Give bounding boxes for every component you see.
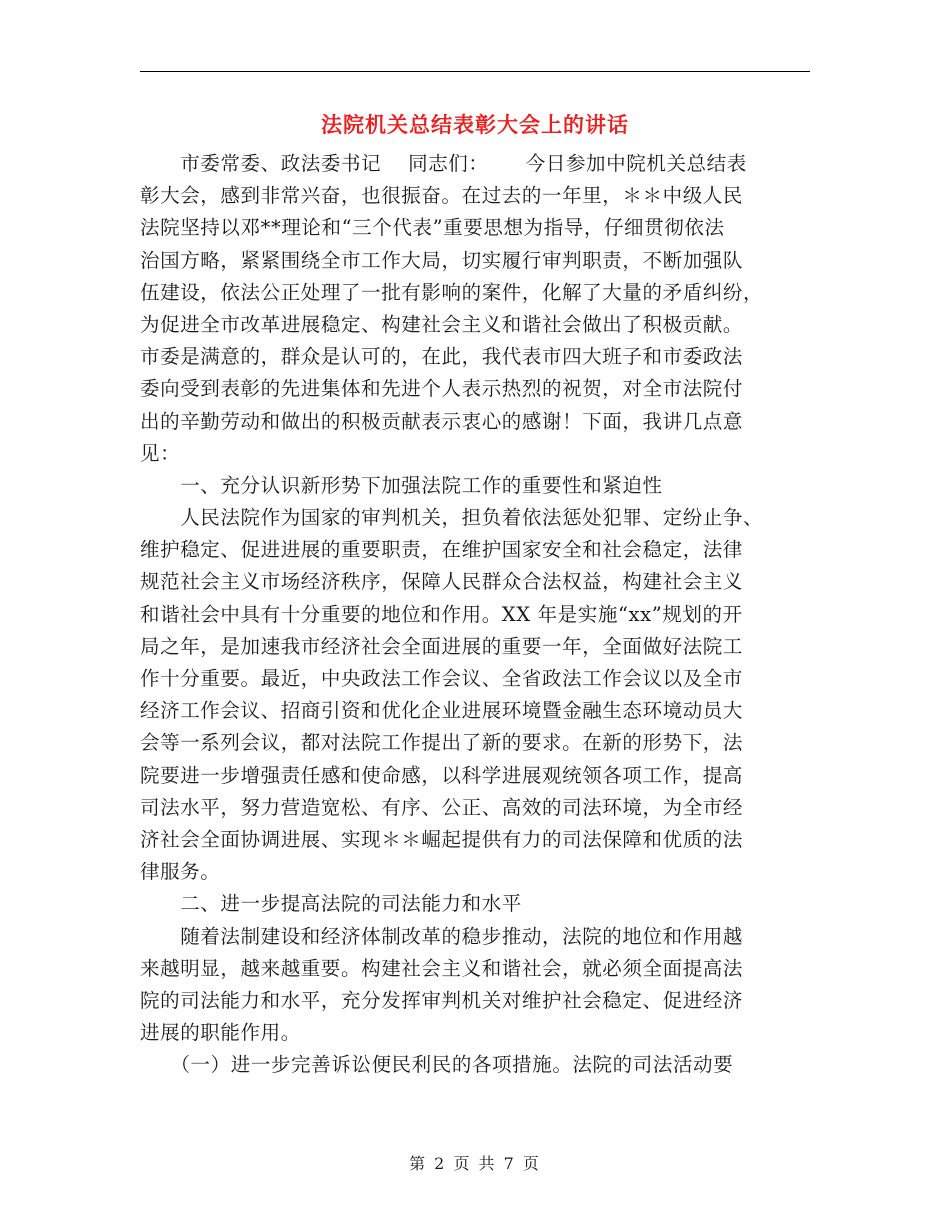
text-line: 市委常委、政法委书记 同志们： 今日参加中院机关总结表 [140, 152, 747, 175]
text-line: 济社会全面协调进展、实现＊＊崛起提供有力的司法保障和优质的法 [140, 827, 744, 851]
text-line: 随着法制建设和经济体制改革的稳步推动，法院的地位和作用越 [140, 924, 744, 948]
text-line: 律服务。 [140, 860, 221, 884]
text-line: 经济工作会议、招商引资和优化企业进展环境暨金融生态环境动员大 [140, 699, 744, 723]
document-body [140, 148, 810, 1081]
text-line: 会等一系列会议，都对法院工作提出了新的要求。在新的形势下，法 [140, 731, 744, 755]
text-line: 彰大会，感到非常兴奋，也很振奋。在过去的一年里，＊＊中级人民 [140, 184, 744, 208]
text-line: 进展的职能作用。 [140, 1021, 301, 1045]
text-line: 人民法院作为国家的审判机关，担负着依法惩处犯罪、定纷止争、 [140, 506, 764, 530]
text-line: 维护稳定、促进进展的重要职责，在维护国家安全和社会稳定，法律 [140, 538, 744, 562]
text-line: 和谐社会中具有十分重要的地位和作用。XX 年是实施“xx”规划的开 [140, 602, 743, 626]
text-line: 治国方略，紧紧围绕全市工作大局，切实履行审判职责，不断加强队 [140, 248, 744, 272]
text-line: （一）进一步完善诉讼便民利民的各项措施。法院的司法活动要 [140, 1053, 734, 1077]
text-line: 规范社会主义市场经济秩序，保障人民群众合法权益，构建社会主义 [140, 570, 744, 594]
document-title: 法院机关总结表彰大会上的讲话 [321, 112, 629, 137]
text-line: 二、进一步提高法院的司法能力和水平 [140, 892, 522, 916]
text-line: 见： [140, 441, 181, 465]
header-rule [140, 71, 810, 72]
text-line: 出的辛勤劳动和做出的积极贡献表示衷心的感谢！下面，我讲几点意 [140, 409, 744, 433]
text-line: 院的司法能力和水平，充分发挥审判机关对维护社会稳定、促进经济 [140, 988, 744, 1012]
text-line: 伍建设，依法公正处理了一批有影响的案件，化解了大量的矛盾纠纷， [140, 280, 764, 304]
text-line: 来越明显，越来越重要。构建社会主义和谐社会，就必须全面提高法 [140, 956, 744, 980]
text-line: 为促进全市改革进展稳定、构建社会主义和谐社会做出了积极贡献。 [140, 312, 744, 336]
text-line: 委向受到表彰的先进集体和先进个人表示热烈的祝贺，对全市法院付 [140, 377, 744, 401]
text-line: 局之年，是加速我市经济社会全面进展的重要一年，全面做好法院工 [140, 634, 744, 658]
text-line: 司法水平，努力营造宽松、有序、公正、高效的司法环境，为全市经 [140, 795, 744, 819]
text-line: 法院坚持以邓**理论和“三个代表”重要思想为指导，仔细贯彻依法 [140, 216, 725, 240]
text-line: 市委是满意的，群众是认可的，在此，我代表市四大班子和市委政法 [140, 345, 744, 369]
text-line: 作十分重要。最近，中央政法工作会议、全省政法工作会议以及全市 [140, 667, 744, 690]
text-line: 一、充分认识新形势下加强法院工作的重要性和紧迫性 [140, 473, 663, 497]
text-line: 院要进一步增强责任感和使命感，以科学进展观统领各项工作，提高 [140, 763, 744, 787]
page-footer: 第 2 页 共 7 页 [409, 1154, 541, 1173]
